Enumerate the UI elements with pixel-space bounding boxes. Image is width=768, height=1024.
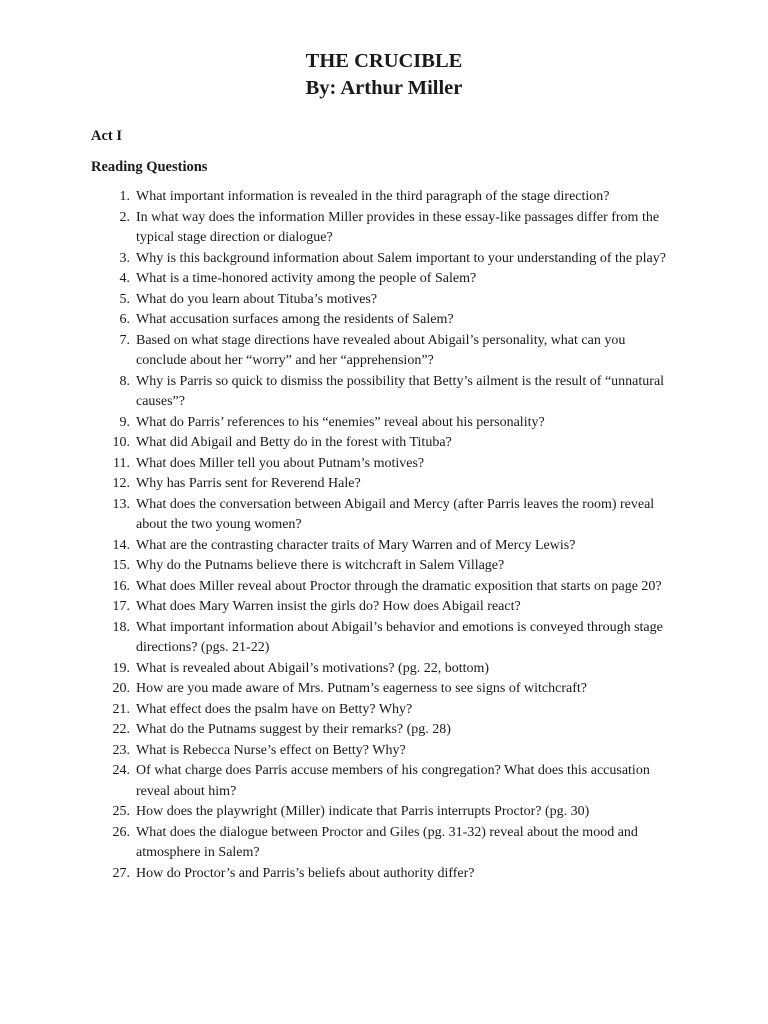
question-number: 23. [112,742,130,758]
question-text: What do the Putnams suggest by their remarks? (pg. 28) [136,722,451,737]
question-item [0,864,676,885]
question-item [0,187,676,208]
question-item [0,310,676,331]
question-text: What do Parris’ references to his “enemies” reveal about his personality? [136,414,545,430]
question-item [0,433,676,454]
question-number: 8. [119,373,130,389]
author-line: By: Arthur Miller [305,77,463,99]
question-list [0,187,768,884]
question-text: In what way does the information Miller provides in these essay-like passages differ from the typical stage direction or dialogue? [136,209,660,245]
act-heading: Act I [91,128,123,144]
question-text: What does the conversation between Abigail and Mercy (after Parris leaves the room) reveal about the two young women? [136,496,655,532]
question-number: 4. [119,271,130,286]
question-number: 21. [112,701,130,717]
question-item [0,454,676,475]
question-item [0,720,676,741]
question-number: 20. [112,681,130,696]
question-item [0,679,676,700]
question-item [0,741,676,762]
question-number: 22. [112,722,130,737]
question-item [0,802,676,823]
document-title: THE CRUCIBLE [305,50,463,72]
question-item [0,597,676,618]
question-item [0,290,676,311]
question-item [0,269,676,290]
question-text: Of what charge does Parris accuse members of his congregation? What does this accusation reveal about him? [136,763,650,799]
question-text: What effect does the psalm have on Betty? Why? [136,701,413,717]
question-item [0,536,676,557]
question-number: 1. [119,189,130,204]
question-number: 14. [112,537,130,553]
question-number: 7. [119,332,130,348]
question-text: What is Rebecca Nurse’s effect on Betty? Why? [136,742,406,758]
question-item [0,556,676,577]
question-text: What does the dialogue between Proctor and Giles (pg. 31-32) reveal about the mood and atmosphere in Salem? [136,824,638,860]
question-text: How do Proctor’s and Parris’s beliefs about authority differ? [136,865,475,881]
question-number: 24. [112,763,130,778]
question-text: What does Miller tell you about Putnam’s motives? [136,455,425,471]
question-item [0,208,676,249]
question-text: What did Abigail and Betty do in the forest with Tituba? [136,435,452,450]
question-number: 27. [112,865,130,881]
question-text: Why is this background information about Salem important to your understanding of the play? [136,250,666,266]
question-text: How are you made aware of Mrs. Putnam’s eagerness to see signs of witchcraft? [136,681,587,696]
question-item [0,249,676,270]
question-number: 13. [112,496,130,512]
question-number: 6. [119,312,130,327]
question-item [0,823,676,864]
question-number: 15. [112,558,130,573]
question-text: What is revealed about Abigail’s motivations? (pg. 22, bottom) [136,660,490,676]
question-text: What does Mary Warren insist the girls do? How does Abigail react? [136,599,521,614]
question-item [0,700,676,721]
question-text: Why has Parris sent for Reverend Hale? [136,476,361,491]
question-item [0,761,676,802]
question-number: 10. [112,435,130,450]
section-heading: Reading Questions [91,159,208,175]
question-text: What important information about Abigail’s behavior and emotions is conveyed through stage directions? (pgs. 21-22) [136,619,663,655]
question-item [0,577,676,598]
question-text: Based on what stage directions have revealed about Abigail’s personality, what can you conclude about her “worry” and her “apprehension”? [136,332,626,368]
question-number: 18. [112,619,130,635]
question-number: 12. [112,476,130,491]
question-text: What are the contrasting character traits of Mary Warren and of Mercy Lewis? [136,537,576,553]
question-text: What important information is revealed in the third paragraph of the stage direction? [136,189,610,204]
question-number: 11. [113,455,130,471]
question-item [0,372,676,413]
question-item [0,618,676,659]
question-number: 5. [119,291,130,307]
question-text: How does the playwright (Miller) indicate that Parris interrupts Proctor? (pg. 30) [136,804,590,819]
question-number: 26. [112,824,130,840]
question-item [0,659,676,680]
question-text: What does Miller reveal about Proctor through the dramatic exposition that starts on page 20? [136,578,662,594]
question-number: 3. [119,250,130,266]
question-text: Why do the Putnams believe there is witchcraft in Salem Village? [136,558,505,573]
question-text: What do you learn about Tituba’s motives? [136,291,378,307]
question-number: 16. [112,578,130,594]
question-text: What is a time-honored activity among the people of Salem? [136,271,477,286]
question-text: Why is Parris so quick to dismiss the possibility that Betty’s ailment is the result of “unnatural causes”? [136,373,665,409]
question-item [0,331,676,372]
question-number: 9. [119,414,130,430]
question-item [0,413,676,434]
question-number: 25. [112,804,130,819]
question-text: What accusation surfaces among the residents of Salem? [136,312,454,327]
question-item [0,474,676,495]
question-number: 2. [119,209,130,225]
question-number: 19. [112,660,130,676]
question-number: 17. [112,599,130,614]
question-item [0,495,676,536]
